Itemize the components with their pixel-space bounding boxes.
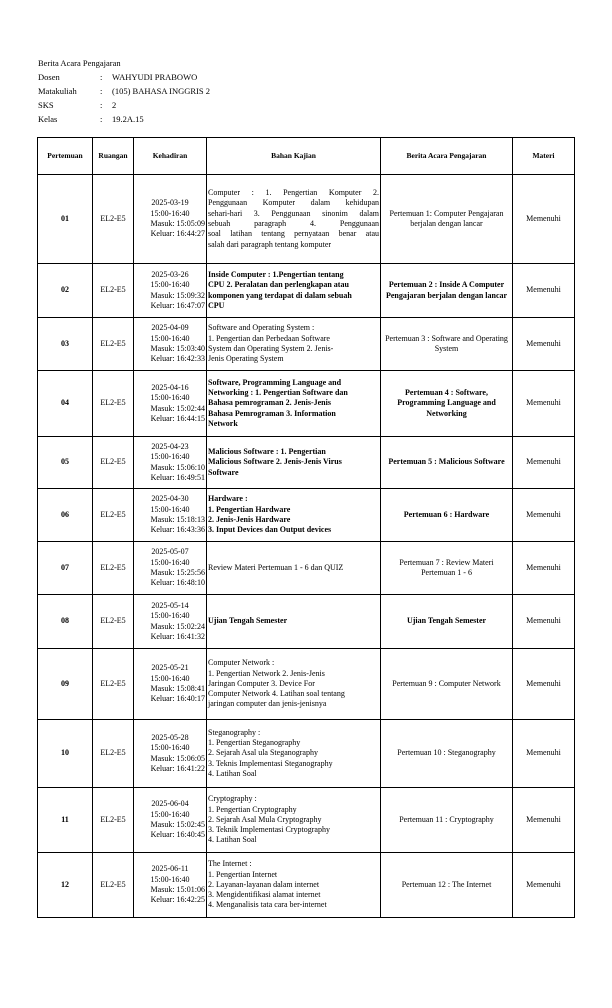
- bahan-line: Malicious Software 2. Jenis-Jenis Virus: [208, 457, 342, 467]
- pertemuan-number: 10: [38, 720, 93, 788]
- room-cell: EL2-E5: [93, 853, 134, 918]
- table-row: [38, 318, 575, 371]
- berita-acara-cell: Pertemuan 4 : Software, Programming Language and Networking: [381, 371, 513, 437]
- field-value: WAHYUDI PRABOWO: [112, 72, 198, 82]
- bahan-kajian-cell: [207, 788, 381, 853]
- bahan-line: 1. Pengertian Hardware: [208, 504, 291, 514]
- pertemuan-number: 08: [38, 595, 93, 649]
- bahan-kajian-cell: [207, 489, 381, 542]
- attendance-cell: [134, 649, 207, 720]
- materi-status: Memenuhi: [513, 542, 575, 595]
- bahan-line: Computer Network 4. Latihan soal tentang: [208, 689, 345, 699]
- materi-status: Memenuhi: [513, 264, 575, 318]
- bahan-line: Computer : 1. Pengertian Komputer 2.: [208, 188, 379, 198]
- attendance-cell: [134, 437, 207, 489]
- bahan-kajian-cell: [207, 175, 381, 264]
- materi-status: Memenuhi: [513, 720, 575, 788]
- bahan-line: 3. Teknik Implementasi Cryptography: [208, 825, 330, 835]
- table-row: [38, 175, 575, 264]
- bahan-line: Jaringan Computer 3. Device For: [208, 678, 315, 688]
- room-cell: EL2-E5: [93, 437, 134, 489]
- attendance-date: 2025-03-19: [151, 198, 189, 208]
- berita-acara-cell: Ujian Tengah Semester: [381, 595, 513, 649]
- table-row: [38, 788, 575, 853]
- room-cell: EL2-E5: [93, 720, 134, 788]
- bahan-line: Steganography :: [208, 727, 261, 737]
- bahan-kajian-cell: [207, 264, 381, 318]
- attendance-out: Keluar: 16:49:51: [150, 472, 205, 482]
- attendance-out: Keluar: 16:40:45: [150, 830, 205, 840]
- field-label: Kelas: [38, 114, 58, 124]
- bahan-line: CPU 2. Peralatan dan perlengkapan atau: [208, 280, 349, 290]
- table-row: [38, 853, 575, 918]
- room-cell: EL2-E5: [93, 489, 134, 542]
- attendance-in: Masuk: 15:06:10: [150, 462, 205, 472]
- attendance-cell: [134, 542, 207, 595]
- bahan-line: 1. Pengertian Network 2. Jenis-Jenis: [208, 668, 325, 678]
- bahan-line: Software: [208, 467, 239, 477]
- col-header-bahan-kajian: Bahan Kajian: [207, 138, 381, 175]
- attendance-table: [37, 137, 575, 918]
- berita-acara-cell: Pertemuan 6 : Hardware: [381, 489, 513, 542]
- materi-status: Memenuhi: [513, 371, 575, 437]
- attendance-out: Keluar: 16:43:36: [150, 525, 205, 535]
- bahan-line: komponen yang terdapat di dalam sebuah: [208, 290, 352, 300]
- room-cell: EL2-E5: [93, 788, 134, 853]
- bahan-line: Software and Operating System :: [208, 323, 315, 333]
- bahan-kajian-cell: [207, 853, 381, 918]
- materi-status: Memenuhi: [513, 489, 575, 542]
- bahan-line: 4. Latihan Soal: [208, 835, 257, 845]
- bahan-line: Computer Network :: [208, 658, 275, 668]
- pertemuan-number: 03: [38, 318, 93, 371]
- attendance-date: 2025-05-14: [151, 600, 189, 610]
- attendance-cell: [134, 853, 207, 918]
- attendance-date: 2025-04-23: [151, 441, 189, 451]
- bahan-line: Hardware :: [208, 494, 248, 504]
- attendance-in: Masuk: 15:08:41: [150, 684, 205, 693]
- attendance-in: Masuk: 15:05:09: [150, 219, 205, 228]
- room-cell: EL2-E5: [93, 318, 134, 371]
- bahan-line: Bahasa Pemrograman 3. Information: [208, 408, 336, 418]
- berita-acara-cell: Pertemuan 1: Computer Pengajaran berjalan dengan lancar: [381, 175, 513, 264]
- table-row: [38, 264, 575, 318]
- attendance-cell: [134, 264, 207, 318]
- attendance-out: Keluar: 16:48:10: [150, 578, 205, 588]
- bahan-line: 2. Layanan-layanan dalam internet: [208, 879, 320, 889]
- bahan-line: Cryptography :: [208, 794, 257, 804]
- document-title: Berita Acara Pengajaran: [38, 58, 121, 68]
- attendance-out: Keluar: 16:41:32: [150, 631, 205, 641]
- bahan-line: 3. Input Devices dan Output devices: [208, 525, 332, 535]
- attendance-date: 2025-05-07: [151, 547, 189, 557]
- bahan-line: 3. Mengidentifikasi alamat internet: [208, 890, 321, 900]
- field-dosen: Dosen : WAHYUDI PRABOWO: [38, 72, 198, 82]
- room-cell: EL2-E5: [93, 264, 134, 318]
- bahan-line: Networking : 1. Pengertian Software dan: [208, 388, 348, 398]
- materi-status: Memenuhi: [513, 595, 575, 649]
- room-cell: EL2-E5: [93, 595, 134, 649]
- materi-status: Memenuhi: [513, 853, 575, 918]
- col-header-berita-acara: Berita Acara Pengajaran: [381, 138, 513, 175]
- bahan-kajian-cell: [207, 649, 381, 720]
- field-label: Dosen: [38, 72, 60, 82]
- bahan-line: The Internet :: [208, 859, 252, 869]
- berita-acara-cell: Pertemuan 9 : Computer Network: [381, 649, 513, 720]
- bahan-line: 1. Pengertian dan Perbedaan Software: [208, 333, 330, 343]
- bahan-line: Software, Programming Language and: [208, 377, 342, 387]
- bahan-line: sehari-hari 3. Penggunaan sinonim dalam: [208, 208, 379, 218]
- bahan-line: System dan Operating System 2. Jenis-: [208, 344, 334, 353]
- bahan-line: CPU: [208, 300, 225, 310]
- attendance-time: 15:00-16:40: [150, 452, 190, 462]
- bahan-line: Penggunaan Komputer dalam kehidupan: [208, 198, 379, 208]
- table-row: [38, 595, 575, 649]
- attendance-out: Keluar: 16:42:25: [150, 895, 205, 905]
- table-row: [38, 437, 575, 489]
- attendance-date: 2025-06-04: [151, 799, 189, 809]
- col-header-pertemuan: Pertemuan: [38, 138, 93, 175]
- attendance-in: Masuk: 15:02:44: [150, 403, 205, 413]
- document-header: [38, 56, 210, 126]
- bahan-kajian-cell: [207, 318, 381, 371]
- attendance-date: 2025-03-26: [151, 269, 189, 279]
- materi-status: Memenuhi: [513, 437, 575, 489]
- bahan-line: 4. Menganalisis tata cara ber-internet: [208, 900, 327, 910]
- attendance-time: 15:00-16:40: [150, 673, 190, 683]
- attendance-cell: [134, 175, 207, 264]
- bahan-line: Bahasa pemrograman 2. Jenis-Jenis: [208, 398, 331, 408]
- berita-acara-cell: Pertemuan 12 : The Internet: [381, 853, 513, 918]
- attendance-date: 2025-04-09: [151, 323, 189, 333]
- attendance-in: Masuk: 15:02:24: [150, 621, 205, 631]
- attendance-in: Masuk: 15:01:06: [150, 885, 205, 894]
- table-row: [38, 371, 575, 437]
- table-row: [38, 542, 575, 595]
- attendance-out: Keluar: 16:44:15: [150, 413, 205, 423]
- attendance-time: 15:00-16:40: [150, 743, 190, 753]
- bahan-line: 4. Latihan Soal: [208, 768, 257, 778]
- bahan-line: 1. Pengertian Steganography: [208, 738, 301, 748]
- attendance-cell: [134, 595, 207, 649]
- col-header-materi: Materi: [513, 138, 575, 175]
- berita-acara-cell: Pertemuan 3 : Software and Operating System: [381, 318, 513, 371]
- berita-acara-cell: Pertemuan 7 : Review Materi Pertemuan 1 - 6: [381, 542, 513, 595]
- pertemuan-number: 06: [38, 489, 93, 542]
- attendance-in: Masuk: 15:09:32: [150, 290, 205, 300]
- attendance-time: 15:00-16:40: [150, 557, 190, 567]
- attendance-cell: [134, 720, 207, 788]
- bahan-line: sebuah paragraph 4. Penggunaan: [208, 219, 379, 228]
- attendance-cell: [134, 788, 207, 853]
- bahan-kajian-cell: [207, 371, 381, 437]
- pertemuan-number: 01: [38, 175, 93, 264]
- pertemuan-number: 02: [38, 264, 93, 318]
- field-sks: SKS : 2: [38, 100, 117, 110]
- table-row: [38, 649, 575, 720]
- table-row: [38, 720, 575, 788]
- bahan-line: 2. Sejarah Asal ula Steganography: [208, 748, 318, 758]
- attendance-time: 15:00-16:40: [150, 504, 190, 514]
- attendance-time: 15:00-16:40: [150, 333, 190, 343]
- attendance-date: 2025-04-30: [151, 494, 189, 504]
- field-label: Matakuliah: [38, 86, 77, 96]
- bahan-line: 1. Pengertian Cryptography: [208, 804, 297, 814]
- pertemuan-number: 11: [38, 788, 93, 853]
- bahan-kajian-cell: [207, 595, 381, 649]
- berita-acara-cell: Pertemuan 11 : Cryptography: [381, 788, 513, 853]
- bahan-line: 2. Jenis-Jenis Hardware: [208, 515, 291, 524]
- field-value: 19.2A.15: [112, 114, 144, 124]
- attendance-date: 2025-05-28: [151, 732, 189, 742]
- room-cell: EL2-E5: [93, 371, 134, 437]
- attendance-in: Masuk: 15:06:05: [150, 753, 205, 763]
- table-header-row: [38, 138, 575, 175]
- materi-status: Memenuhi: [513, 318, 575, 371]
- attendance-out: Keluar: 16:44:27: [150, 229, 205, 239]
- bahan-kajian-cell: [207, 437, 381, 489]
- bahan-line: Review Materi Pertemuan 1 - 6 dan QUIZ: [208, 562, 344, 572]
- bahan-kajian-cell: [207, 720, 381, 788]
- attendance-time: 15:00-16:40: [150, 208, 190, 218]
- attendance-time: 15:00-16:40: [150, 611, 190, 621]
- berita-acara-cell: Pertemuan 5 : Malicious Software: [381, 437, 513, 489]
- col-header-ruangan: Ruangan: [93, 138, 134, 175]
- attendance-out: Keluar: 16:42:33: [150, 354, 205, 364]
- bahan-line: 1. Pengertian Internet: [208, 869, 278, 879]
- attendance-time: 15:00-16:40: [150, 809, 190, 819]
- attendance-in: Masuk: 15:18:13: [150, 515, 205, 524]
- field-value: (105) BAHASA INGGRIS 2: [112, 86, 210, 96]
- berita-acara-cell: Pertemuan 2 : Inside A Computer Pengajaran berjalan dengan lancar: [381, 264, 513, 318]
- attendance-time: 15:00-16:40: [150, 393, 190, 403]
- bahan-line: Jenis Operating System: [208, 354, 284, 364]
- attendance-time: 15:00-16:40: [150, 280, 190, 290]
- materi-status: Memenuhi: [513, 649, 575, 720]
- field-label: SKS: [38, 100, 54, 110]
- attendance-date: 2025-05-21: [151, 663, 189, 673]
- pertemuan-number: 09: [38, 649, 93, 720]
- pertemuan-number: 05: [38, 437, 93, 489]
- berita-acara-cell: Pertemuan 10 : Steganography: [381, 720, 513, 788]
- attendance-out: Keluar: 16:41:22: [150, 763, 205, 773]
- field-matakuliah: Matakuliah : (105) BAHASA INGGRIS 2: [38, 86, 210, 96]
- bahan-line: Inside Computer : 1.Pengertian tentang: [208, 269, 344, 279]
- room-cell: EL2-E5: [93, 175, 134, 264]
- attendance-date: 2025-04-16: [151, 382, 189, 392]
- field-kelas: Kelas : 19.2A.15: [38, 114, 144, 124]
- pertemuan-number: 07: [38, 542, 93, 595]
- bahan-line: Network: [208, 418, 238, 428]
- materi-status: Memenuhi: [513, 788, 575, 853]
- bahan-line: salah dari paragraph tentang komputer: [208, 239, 332, 249]
- bahan-line: Ujian Tengah Semester: [208, 616, 288, 626]
- field-value: 2: [112, 100, 117, 110]
- attendance-cell: [134, 489, 207, 542]
- attendance-time: 15:00-16:40: [150, 874, 190, 884]
- attendance-in: Masuk: 15:03:40: [150, 344, 205, 353]
- materi-status: Memenuhi: [513, 175, 575, 264]
- room-cell: EL2-E5: [93, 542, 134, 595]
- attendance-cell: [134, 318, 207, 371]
- bahan-line: 3. Teknis Implementasi Steganography: [208, 758, 333, 768]
- attendance-date: 2025-06-11: [151, 864, 189, 874]
- attendance-in: Masuk: 15:25:56: [150, 568, 205, 577]
- bahan-kajian-cell: [207, 542, 381, 595]
- attendance-in: Masuk: 15:02:45: [150, 820, 205, 829]
- bahan-line: soal latihan tentang pernyataan benar atau: [208, 229, 379, 239]
- col-header-kehadiran: Kehadiran: [134, 138, 207, 175]
- bahan-line: 2. Sejarah Asal Mula Cryptography: [208, 814, 322, 824]
- attendance-cell: [134, 371, 207, 437]
- pertemuan-number: 04: [38, 371, 93, 437]
- table-row: [38, 489, 575, 542]
- room-cell: EL2-E5: [93, 649, 134, 720]
- bahan-line: Malicious Software : 1. Pengertian: [208, 447, 326, 457]
- pertemuan-number: 12: [38, 853, 93, 918]
- bahan-line: jaringan computer dan jenis-jenisnya: [208, 699, 327, 709]
- attendance-out: Keluar: 16:40:17: [150, 694, 205, 704]
- attendance-out: Keluar: 16:47:07: [150, 300, 205, 310]
